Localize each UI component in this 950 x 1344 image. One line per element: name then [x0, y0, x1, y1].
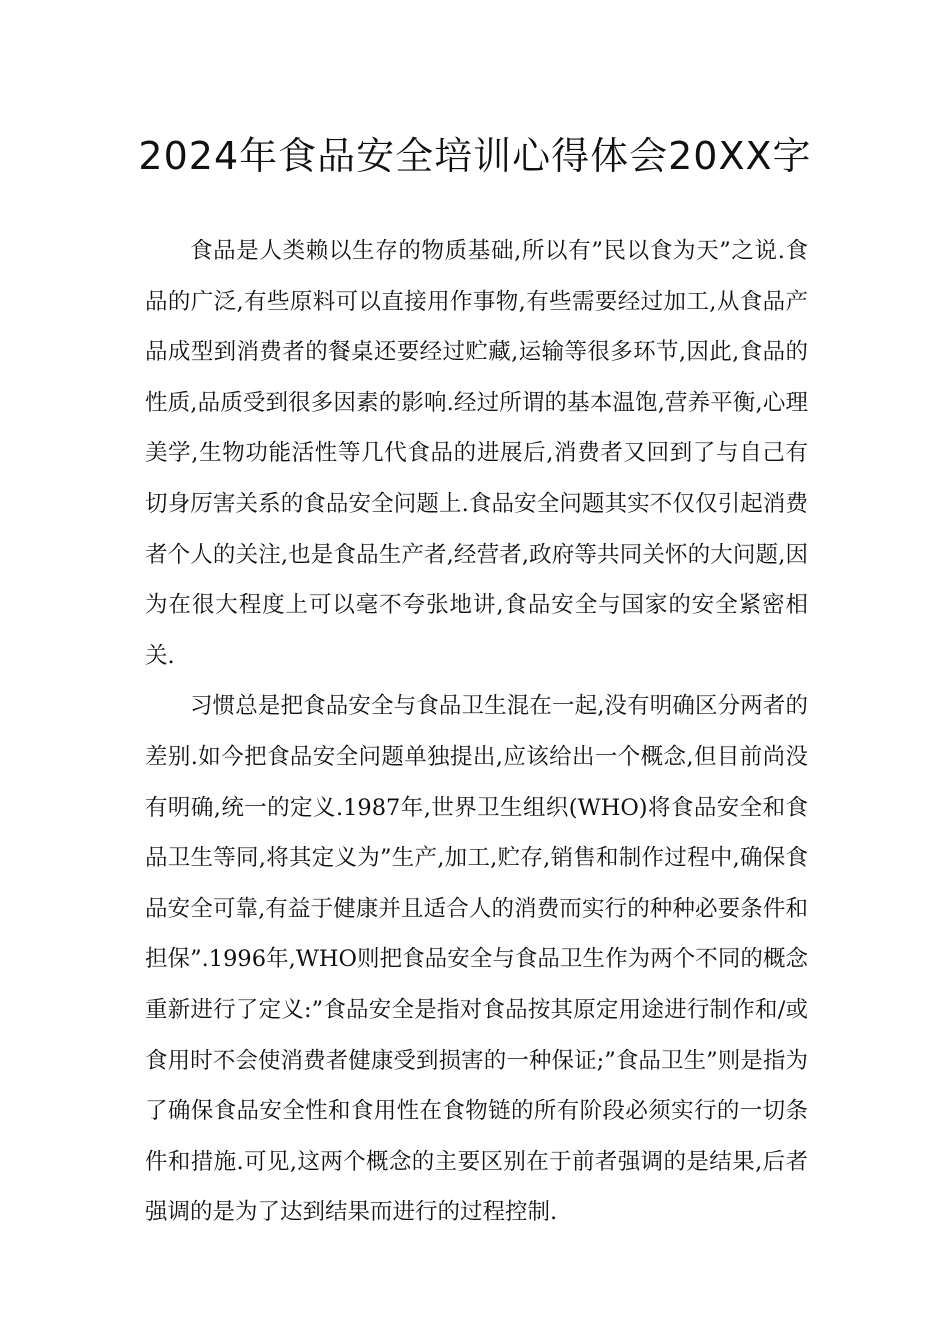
paragraph-definition: 习惯总是把食品安全与食品卫生混在一起,没有明确区分两者的差别.如今把食品安全问题单独提出,应该给出一个概念,但目前尚没有明确,统一的定义.1987年,世界卫生组织(WHO)将食品安全和食品卫生等同,将其定义为”生产,加工,贮存,销售和制作过程中,确保食品安全可靠,有益于健康并且适合人的消费而实行的种种必要条件和担保”.1996年,WHO则把食品安全与食品卫生作为两个不同的概念重新进行了定义:”食品安全是指对食品按其原定用途进行制作和/或食用时不会使消费者健康受到损害的一种保证;”食品卫生”则是指为了确保食品安全性和食用性在食物链的所有阶段必须实行的一切条件和措施.可见,这两个概念的主要区别在于前者强调的是结果,后者强调的是为了达到结果而进行的过程控制. — [145, 693, 808, 1226]
document-body — [145, 226, 808, 1238]
paragraph-intro: 食品是人类赖以生存的物质基础,所以有”民以食为天”之说.食品的广泛,有些原料可以直接用作事物,有些需要经过加工,从食品产品成型到消费者的餐桌还要经过贮藏,运输等很多环节,因此,食品的性质,品质受到很多因素的影响.经过所谓的基本温饱,营养平衡,心理美学,生物功能活性等几代食品的进展后,消费者又回到了与自己有切身厉害关系的食品安全问题上.食品安全问题其实不仅仅引起消费者个人的关注,也是食品生产者,经营者,政府等共同关怀的大问题,因为在很大程度上可以毫不夸张地讲,食品安全与国家的安全紧密相关. — [145, 238, 808, 669]
page-title: 2024年食品安全培训心得体会20XX字 — [138, 134, 812, 178]
